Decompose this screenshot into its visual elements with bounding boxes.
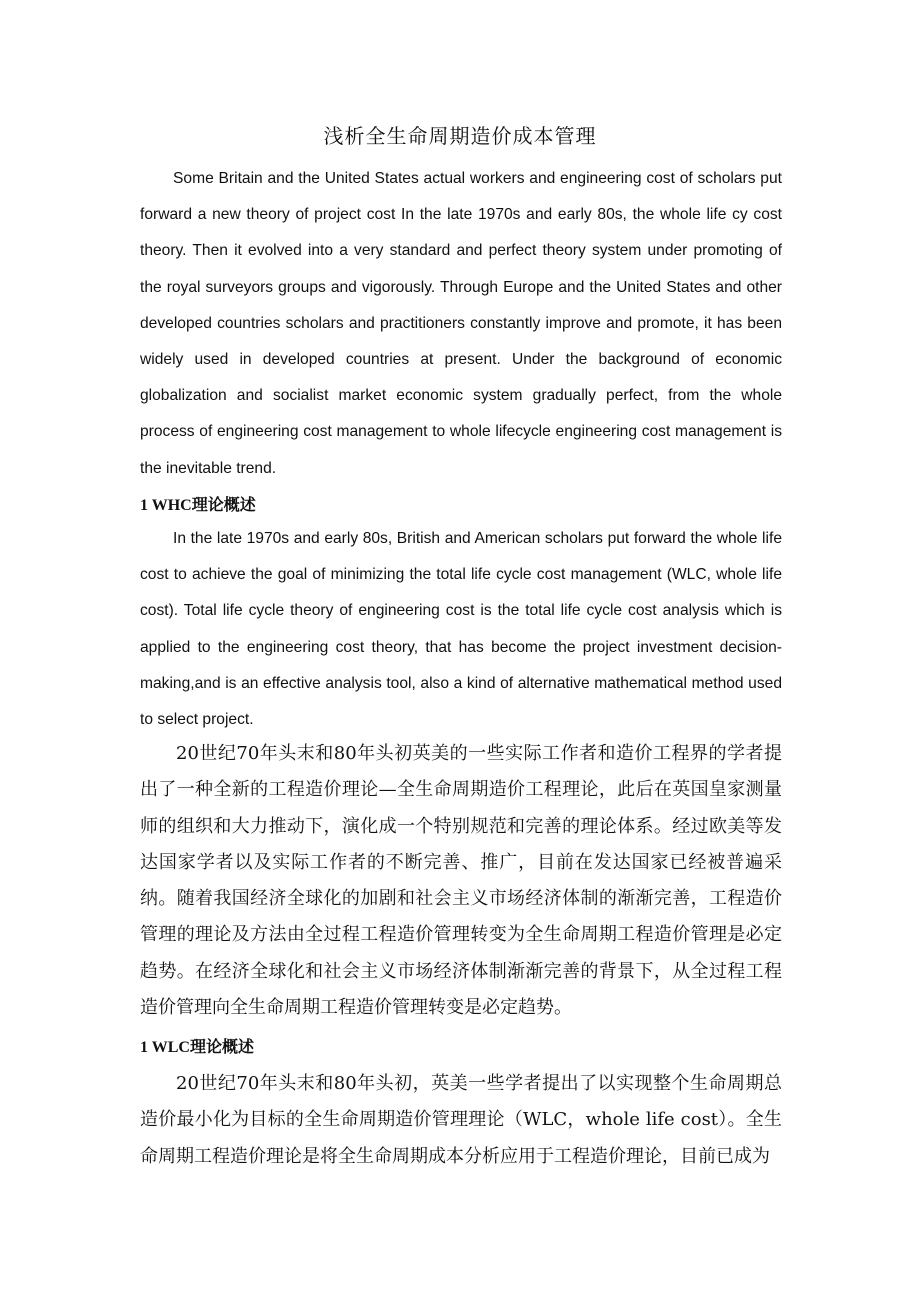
section-heading-wlc: 1 WLC理论概述 — [140, 1039, 254, 1056]
chinese-wlc-paragraph: 20世纪70年头末和80年头初，英美一些学者提出了以实现整个生命周期总造价最小化为目标的全生命周期造价管理理论（WLC，whole life cost）。全生命周期工程造价理论是将全生命周期成本分析应用于工程造价理论，目前已成为 — [140, 1073, 782, 1167]
chinese-intro-paragraph: 20世纪70年头末和80年头初英美的一些实际工作者和造价工程界的学者提出了一种全新的工程造价理论—全生命周期造价工程理论，此后在英国皇家测量师的组织和大力推动下，演化成一个特别规范和完善的理论体系。经过欧美等发达国家学者以及实际工作者的不断完善、推广，目前在发达国家已经被普遍采纳。随着我国经济全球化的加剧和社会主义市场经济体制的渐渐完善，工程造价管理的理论及方法由全过程工程造价管理转变为全生命周期工程造价管理是必定趋势。在经济全球化和社会主义市场经济体制渐渐完善的背景下，从全过程工程造价管理向全生命周期工程造价管理转变是必定趋势。 — [140, 743, 782, 1019]
english-intro-paragraph: Some Britain and the United States actual workers and engineering cost of scholars put forward a new theory of project cost In the late 1970s and early 80s, the whole life cy cost theory. Then it evolved into a very standard and perfect theory system under promoting of the royal surveyors groups and vigorously. Through Europe and the United States and other developed countries scholars and practitioners constantly improve and promote, it has been widely used in developed countries at present. Under the background of economic globalization and socialist market economic system gradually perfect, from the whole process of engineering cost management to whole lifecycle engineering cost management is the inevitable trend. — [140, 170, 782, 477]
section-heading-whc: 1 WHC理论概述 — [140, 497, 256, 514]
document-title: 浅析全生命周期造价成本管理 — [323, 124, 597, 148]
english-whc-paragraph: In the late 1970s and early 80s, British and American scholars put forward the whole life cost to achieve the goal of minimizing the total life cycle cost management (WLC, whole life cost). Total life cycle theory of engineering cost is the total life cycle cost analysis which is applied to the engineering cost theory, that has become the project investment decision-making,and is an effective analysis tool, also a kind of alternative mathematical method used to select project. — [140, 530, 782, 729]
